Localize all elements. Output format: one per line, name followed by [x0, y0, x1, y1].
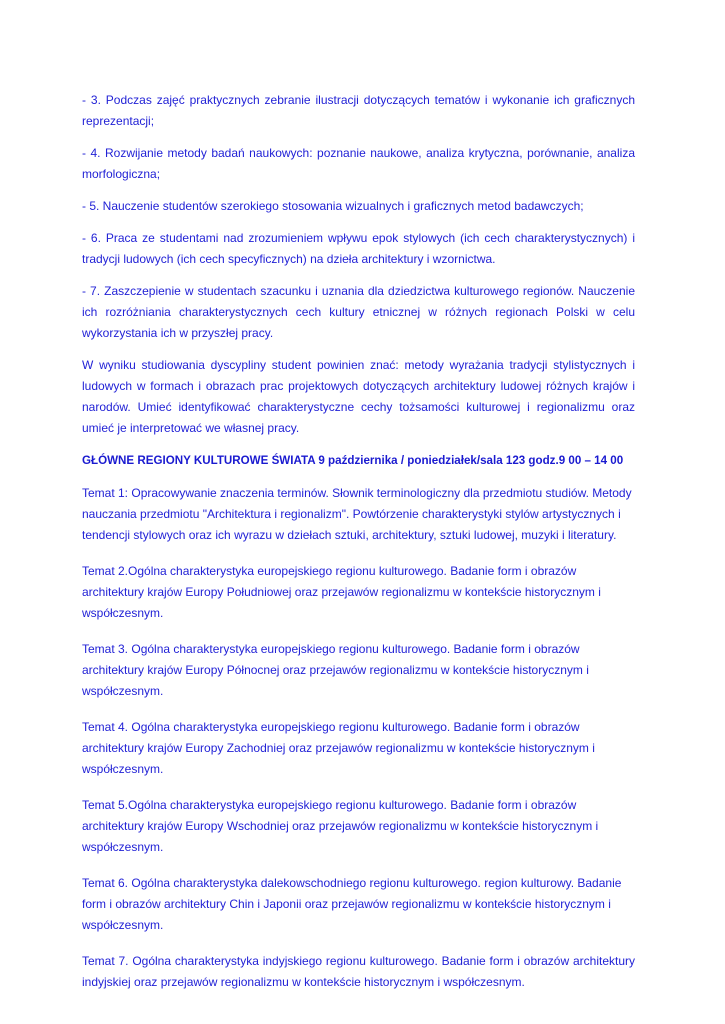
section-heading: GŁÓWNE REGIONY KULTUROWE ŚWIATA 9 października / poniedziałek/sala 123 godz.9 00 – 14 00: [82, 454, 624, 467]
topic-item: Temat 3. Ogólna charakterystyka europejskiego regionu kulturowego. Badanie form i obrazów architektury krajów Europy Północnej oraz przejawów regionalizmu w kontekście historycznym i współczesnym.: [82, 642, 589, 698]
learning-outcomes-paragraph: W wyniku studiowania dyscypliny student powinien znać: metody wyrażania tradycji stylistycznych i ludowych w formach i obrazach prac projektowych dotyczących architektury ludowej różnych krajów i narodów. Umieć identyfikować charakterystyczne cechy tożsamości kulturowej i regionalizmu oraz umieć je interpretować we własnej pracy.: [82, 358, 635, 435]
topic-item: Temat 2.Ogólna charakterystyka europejskiego regionu kulturowego. Badanie form i obrazów architektury krajów Europy Południowej oraz przejawów regionalizmu w kontekście historycznym i współczesnym.: [82, 564, 601, 620]
document-body: [82, 90, 635, 1008]
topic-item: Temat 6. Ogólna charakterystyka dalekowschodniego regionu kulturowego. region kulturowy. Badanie form i obrazów architektury Chin i Japonii oraz przejawów regionalizmu w kontekście historycznym i współczesnym.: [82, 876, 622, 932]
topic-item: Temat 4. Ogólna charakterystyka europejskiego regionu kulturowego. Badanie form i obrazów architektury krajów Europy Zachodniej oraz przejawów regionalizmu w kontekście historycznym i współczesnym.: [82, 720, 595, 776]
topic-item: Temat 1: Opracowywanie znaczenia terminów. Słownik terminologiczny dla przedmiotu studiów. Metody nauczania przedmiotu "Architektura i regionalizm". Powtórzenie charakterystyki stylów artystycznych i tendencji stylowych oraz ich wyrazu w dziełach sztuki, architektury, sztuki ludowej, muzyki i literatury.: [82, 486, 632, 542]
objective-item: - 6. Praca ze studentami nad zrozumieniem wpływu epok stylowych (ich cech charakterystycznych) i tradycji ludowych (ich cech specyficznych) na dzieła architektury i wzornictwa.: [82, 231, 635, 266]
topic-item: Temat 5.Ogólna charakterystyka europejskiego regionu kulturowego. Badanie form i obrazów architektury krajów Europy Wschodniej oraz przejawów regionalizmu w kontekście historycznym i współczesnym.: [82, 798, 599, 854]
topic-item: Temat 7. Ogólna charakterystyka indyjskiego regionu kulturowego. Badanie form i obrazów architektury indyjskiej oraz przejawów regionalizmu w kontekście historycznym i współczesnym.: [82, 954, 635, 989]
objective-item: - 7. Zaszczepienie w studentach szacunku i uznania dla dziedzictwa kulturowego regionów. Nauczenie ich rozróżniania charakterystycznych cech kultury etnicznej w różnych regionach Polski w celu wykorzystania ich w przyszłej pracy.: [82, 284, 635, 340]
objective-item: - 4. Rozwijanie metody badań naukowych: poznanie naukowe, analiza krytyczna, porównanie, analiza morfologiczna;: [82, 146, 635, 181]
objective-item: - 3. Podczas zajęć praktycznych zebranie ilustracji dotyczących tematów i wykonanie ich graficznych reprezentacji;: [82, 93, 635, 128]
objective-item: - 5. Nauczenie studentów szerokiego stosowania wizualnych i graficznych metod badawczych;: [82, 199, 584, 213]
